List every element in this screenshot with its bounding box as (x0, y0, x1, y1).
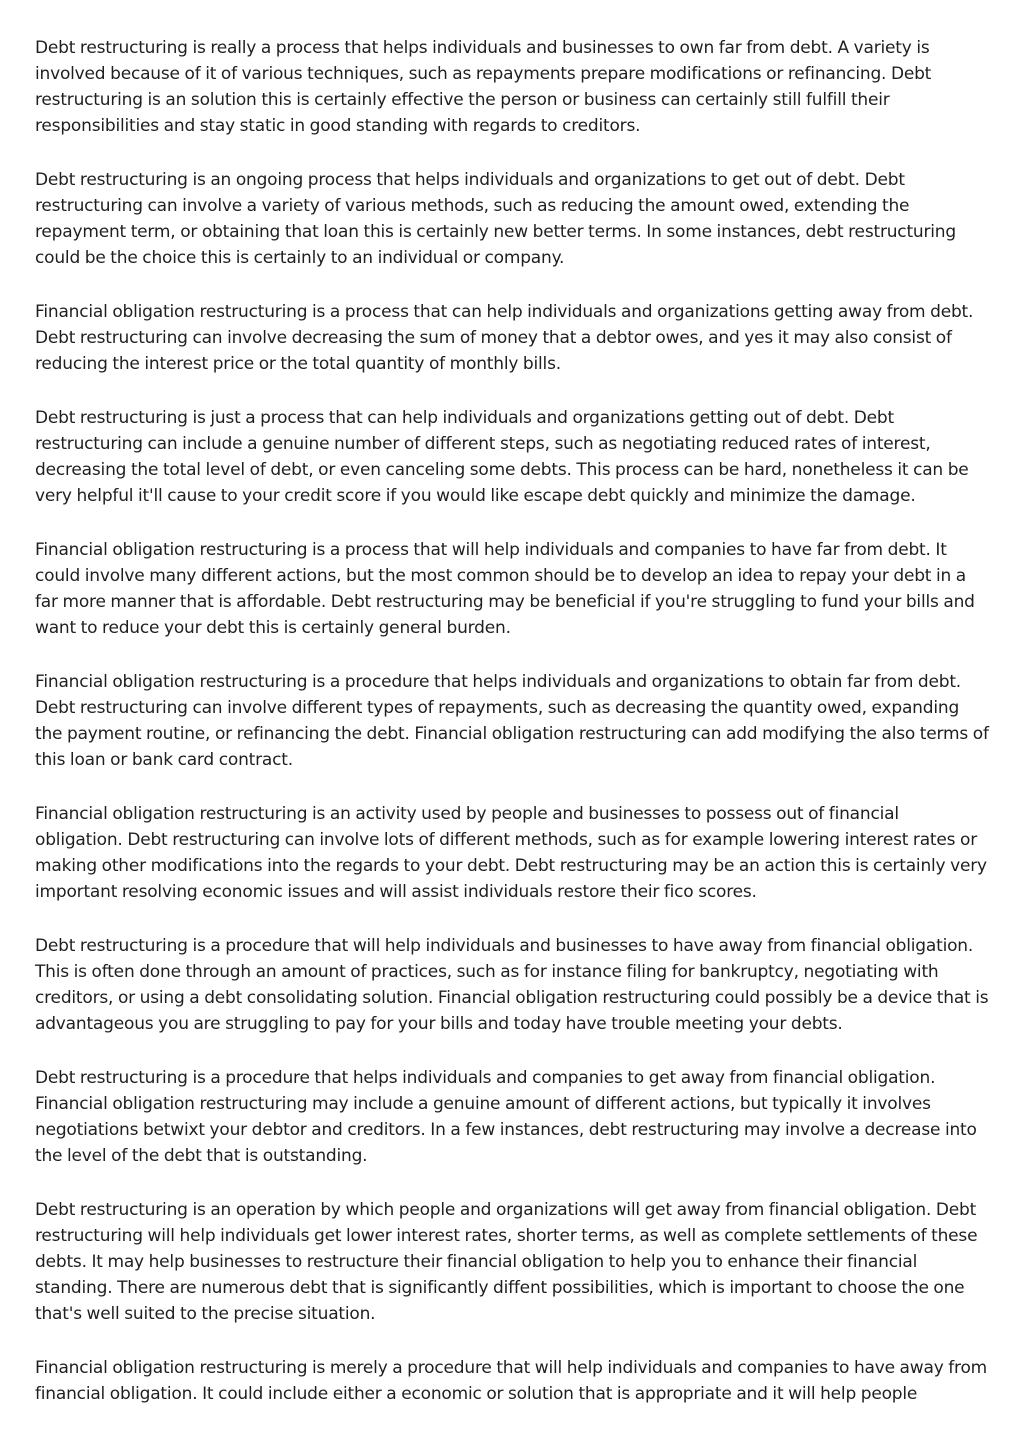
article-body (35, 35, 990, 1407)
paragraph-4: Debt restructuring is just a process that can help individuals and organizations getting out of debt. Debt restructuring can include a genuine number of different steps, such as negotiating reduced rates of interest, decreasing the total level of debt, or even canceling some debts. This process can be hard, nonetheless it can be very helpful it'll cause to your credit score if you would like escape debt quickly and minimize the damage. (35, 408, 969, 506)
paragraph-2: Debt restructuring is an ongoing process that helps individuals and organizations to get out of debt. Debt restructuring can involve a variety of various methods, such as reducing the amount owed, extending the repayment term, or obtaining that loan this is certainly new better terms. In some instances, debt restructuring could be the choice this is certainly to an individual or company. (35, 170, 956, 268)
paragraph-10: Debt restructuring is an operation by which people and organizations will get away from financial obligation. Debt restructuring will help individuals get lower interest rates, shorter terms, as well as complete settlements of these debts. It may help businesses to restructure their financial obligation to help you to enhance their financial standing. There are numerous debt that is significantly diffent possibilities, which is important to choose the one that's well suited to the precise situation. (35, 1200, 978, 1324)
paragraph-1: Debt restructuring is really a process that helps individuals and businesses to own far from debt. A variety is involved because of it of various techniques, such as repayments prepare modifications or refinancing. Debt restructuring is an solution this is certainly effective the person or business can certainly still fulfill their responsibilities and stay static in good standing with regards to creditors. (35, 38, 932, 136)
paragraph-9: Debt restructuring is a procedure that helps individuals and companies to get away from financial obligation. Financial obligation restructuring may include a genuine amount of different actions, but typically it involves negotiations betwixt your debtor and creditors. In a few instances, debt restructuring may involve a decrease into the level of the debt that is outstanding. (35, 1068, 977, 1166)
paragraph-5: Financial obligation restructuring is a process that will help individuals and companies to have far from debt. It could involve many different actions, but the most common should be to develop an idea to repay your debt in a far more manner that is affordable. Debt restructuring may be beneficial if you're struggling to fund your bills and want to reduce your debt this is certainly general burden. (35, 540, 975, 638)
paragraph-11: Financial obligation restructuring is merely a procedure that will help individuals and companies to have away from financial obligation. It could include either a economic or solution that is appropriate and it will help people (35, 1358, 988, 1404)
paragraph-8: Debt restructuring is a procedure that will help individuals and businesses to have away from financial obligation. This is often done through an amount of practices, such as for instance filing for bankruptcy, negotiating with creditors, or using a debt consolidating solution. Financial obligation restructuring could possibly be a device that is advantageous you are struggling to pay for your bills and today have trouble meeting your debts. (35, 936, 989, 1034)
paragraph-7: Financial obligation restructuring is an activity used by people and businesses to possess out of financial obligation. Debt restructuring can involve lots of different methods, such as for example lowering interest rates or making other modifications into the regards to your debt. Debt restructuring may be an action this is certainly very important resolving economic issues and will assist individuals restore their fico scores. (35, 804, 987, 902)
paragraph-6: Financial obligation restructuring is a procedure that helps individuals and organizations to obtain far from debt. Debt restructuring can involve different types of repayments, such as decreasing the quantity owed, expanding the payment routine, or refinancing the debt. Financial obligation restructuring can add modifying the also terms of this loan or bank card contract. (35, 672, 989, 770)
paragraph-3: Financial obligation restructuring is a process that can help individuals and organizations getting away from debt. Debt restructuring can involve decreasing the sum of money that a debtor owes, and yes it may also consist of reducing the interest price or the total quantity of monthly bills. (35, 302, 974, 374)
